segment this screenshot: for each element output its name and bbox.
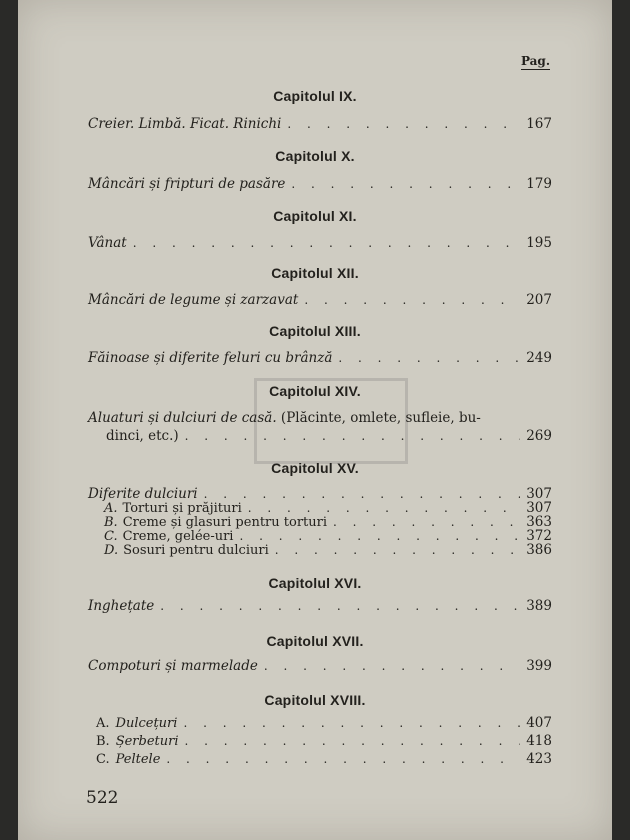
entry-title: Torturi și prăjituri: [122, 501, 242, 516]
page-number: 386: [526, 542, 552, 558]
page-number: 307: [526, 486, 552, 502]
entry-title: Compoturi și marmelade: [88, 658, 258, 674]
page-number: 207: [526, 292, 552, 308]
chapter-heading: Capitolul XVII.: [266, 633, 364, 649]
page-number: 423: [526, 751, 552, 767]
toc-entry: [88, 350, 552, 366]
toc-subentry: [96, 734, 552, 749]
dot-leader: [166, 752, 520, 766]
page-number: 372: [526, 528, 552, 544]
dot-leader: [338, 350, 520, 366]
chapter-heading: Capitolul XVIII.: [264, 692, 366, 708]
entry-title: Făinoase și diferite feluri cu brânză: [88, 350, 333, 366]
page-number: 418: [526, 733, 552, 749]
entry-title: Creier. Limbă. Ficat. Rinichi: [88, 116, 282, 132]
entry-letter: D.: [104, 543, 119, 558]
page-folio: 522: [86, 788, 119, 808]
dot-leader: [204, 486, 521, 502]
page-number: 307: [526, 500, 552, 516]
chapter-heading: Capitolul XIV.: [269, 383, 361, 399]
toc-subentry: [104, 501, 552, 516]
page-number: 195: [526, 235, 552, 251]
chapter-heading: Capitolul XV.: [271, 460, 359, 476]
entry-title: Aluaturi și dulciuri de casă.: [88, 410, 277, 426]
chapter-heading: Capitolul XI.: [273, 208, 357, 224]
entry-letter: C.: [104, 529, 118, 544]
dot-leader: [291, 176, 520, 192]
chapter-heading: Capitolul XII.: [271, 265, 359, 281]
page-number: 179: [526, 176, 552, 192]
entry-letter: B.: [96, 734, 110, 749]
entry-title: Creme și glasuri pentru torturi: [122, 515, 327, 530]
dot-leader: [304, 292, 520, 308]
entry-title: Vânat: [88, 235, 127, 251]
entry-title: Șerbeturi: [115, 734, 179, 749]
page-number: 407: [526, 715, 552, 731]
toc-entry: [88, 409, 552, 445]
entry-letter: C.: [96, 752, 110, 767]
dot-leader: [333, 515, 520, 529]
toc-entry: [88, 598, 552, 614]
entry-title: Dulcețuri: [115, 716, 178, 731]
toc-entry: [88, 658, 552, 674]
chapter-heading: Capitolul XVI.: [268, 575, 362, 591]
dot-leader: [275, 543, 520, 557]
entry-title: Peltele: [115, 752, 161, 767]
chapter-heading: Capitolul XIII.: [269, 323, 361, 339]
toc-subentry: [96, 752, 552, 767]
dot-leader: [160, 598, 520, 614]
chapter-heading: Capitolul X.: [275, 148, 355, 164]
toc-subentry: [96, 716, 552, 731]
entry-detail: (Plăcinte, omlete, sufleie, bu-: [280, 410, 481, 426]
toc-subentry: [104, 515, 552, 530]
entry-title: Mâncări de legume și zarzavat: [88, 292, 299, 308]
toc-entry: [88, 235, 552, 251]
dot-leader: [287, 116, 520, 132]
page-number: 167: [526, 116, 552, 132]
entry-title: Inghețate: [88, 598, 155, 614]
toc-entry: [88, 176, 552, 192]
page-number: 249: [526, 350, 552, 366]
entry-title: Sosuri pentru dulciuri: [123, 543, 269, 558]
dot-leader: [264, 658, 520, 674]
dot-leader: [185, 734, 521, 748]
toc-subentry: [104, 529, 552, 544]
dot-leader: [239, 529, 520, 543]
toc-subentry: [104, 543, 552, 558]
entry-title: Creme, gelée-uri: [122, 529, 234, 544]
toc-entry: [88, 116, 552, 132]
page-number: 269: [526, 428, 552, 444]
dot-leader: [133, 235, 520, 251]
dot-leader: [248, 501, 520, 515]
page-number: 389: [526, 598, 552, 614]
entry-letter: A.: [96, 716, 110, 731]
entry-title: Mâncări și fripturi de pasăre: [88, 176, 286, 192]
entry-letter: B.: [104, 515, 118, 530]
page-column-header: Pag.: [520, 54, 550, 68]
entry-title: Diferite dulciuri: [88, 486, 198, 502]
page-number: 363: [526, 514, 552, 530]
dot-leader: [185, 427, 521, 445]
dot-leader: [183, 716, 520, 730]
book-page: [18, 0, 612, 840]
toc-entry: [88, 292, 552, 308]
entry-detail-continued: dinci, etc.): [106, 428, 179, 444]
page-number: 399: [526, 658, 552, 674]
entry-letter: A.: [104, 501, 118, 516]
chapter-heading: Capitolul IX.: [273, 88, 357, 104]
toc-entry: [88, 486, 552, 502]
